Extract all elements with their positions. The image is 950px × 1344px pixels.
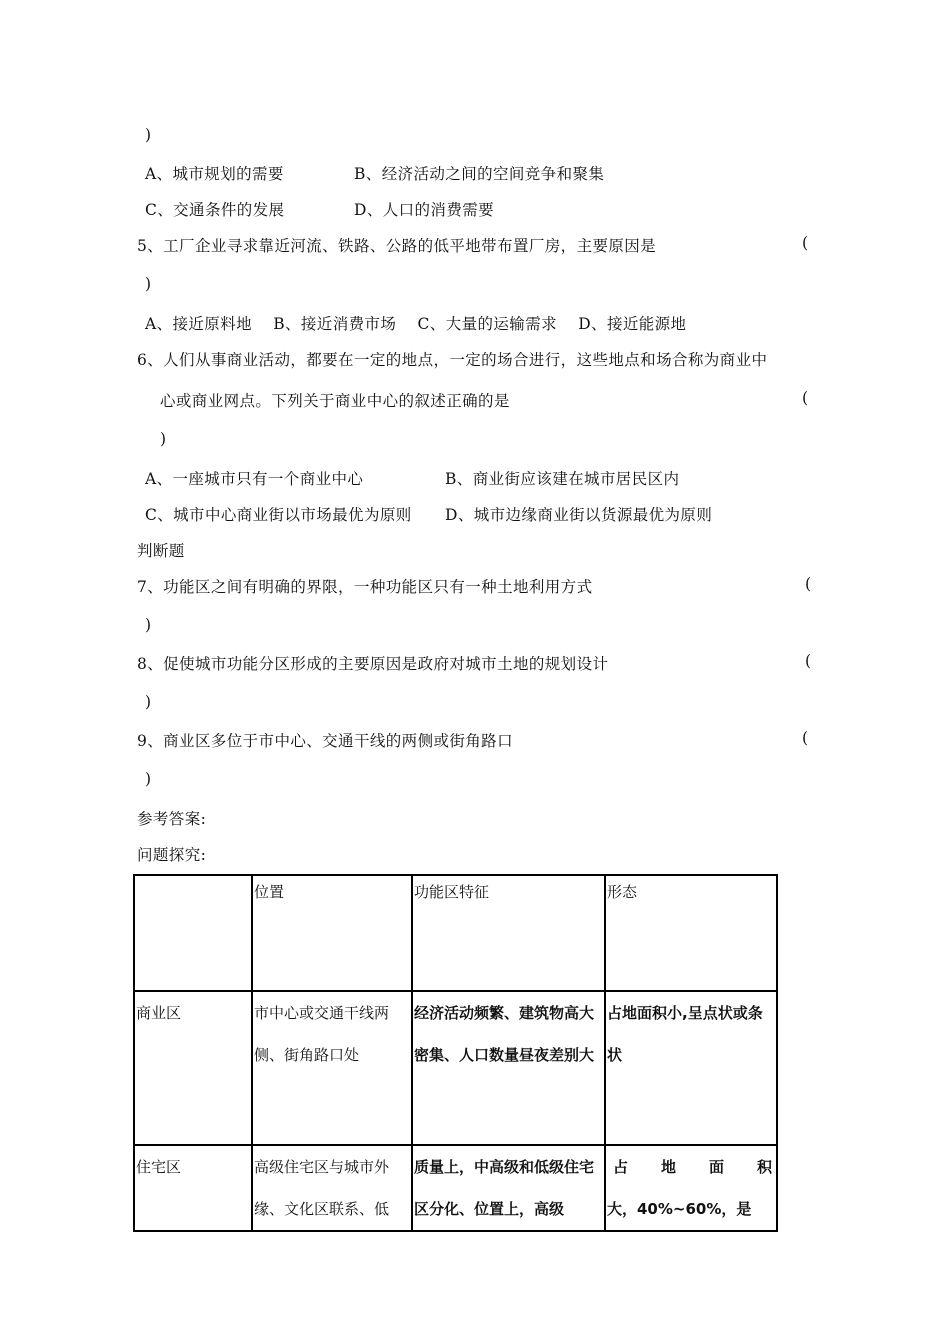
q5-options: A、接近原料地 B、接近消费市场 C、大量的运输需求 D、接近能源地: [145, 315, 687, 333]
row-location-cell: 高级住宅区与城市外缘、文化区联系、低: [252, 1145, 412, 1231]
q5-text: 5、工厂企业寻求靠近河流、铁路、公路的低平地带布置厂房，主要原因是: [137, 237, 657, 255]
q8-close-paren: ): [145, 693, 152, 711]
inquiry-heading: 问题探究:: [137, 846, 207, 864]
header-cell-location: 位置: [252, 875, 412, 991]
q9-open-paren: (: [802, 729, 809, 747]
form-char: 面: [708, 1158, 724, 1176]
q6-option-b: B、商业街应该建在城市居民区内: [445, 470, 680, 488]
q6-option-c: C、城市中心商业街以市场最优为原则: [145, 506, 412, 524]
inquiry-table: [133, 874, 778, 1232]
row-feature-cell: 经济活动频繁、建筑物高大密集、人口数量昼夜差别大: [412, 991, 605, 1145]
form-justified-line: [607, 1146, 776, 1188]
row-feature-cell: 质量上，中高级和低级住宅区分化、位置上，高级: [412, 1145, 605, 1231]
q8-open-paren: (: [805, 652, 812, 670]
answers-heading: 参考答案:: [137, 810, 207, 828]
q7-close-paren: ): [145, 616, 152, 634]
header-cell-form: 形态: [605, 875, 777, 991]
judge-heading: 判断题: [137, 542, 185, 560]
q7-text: 7、功能区之间有明确的界限，一种功能区只有一种土地利用方式: [137, 578, 593, 596]
q4-close-paren: ): [145, 126, 152, 144]
q6-option-a: A、一座城市只有一个商业中心: [145, 470, 364, 488]
header-cell-feature: 功能区特征: [412, 875, 605, 991]
q5-close-paren: ): [145, 275, 152, 293]
q6-option-d: D、城市边缘商业街以货源最优为原则: [445, 506, 713, 524]
q5-open-paren: (: [802, 234, 809, 252]
q6-close-paren: ): [160, 430, 167, 448]
q6-open-paren: (: [802, 389, 809, 407]
form-char: 地: [660, 1158, 676, 1176]
q4-option-d: D、人口的消费需要: [354, 201, 495, 219]
form-line-2: 大，40%~60%，是: [607, 1200, 752, 1218]
q9-close-paren: ): [145, 770, 152, 788]
q8-text: 8、促使城市功能分区形成的主要原因是政府对城市土地的规划设计: [137, 655, 609, 673]
q4-option-c: C、交通条件的发展: [145, 201, 285, 219]
q9-text: 9、商业区多位于市中心、交通干线的两侧或街角路口: [137, 732, 513, 750]
form-char: 积: [756, 1158, 772, 1176]
q4-option-b: B、经济活动之间的空间竞争和聚集: [354, 165, 605, 183]
table-row: [134, 991, 777, 1145]
header-cell-empty: [134, 875, 252, 991]
table-header-row: [134, 875, 777, 991]
form-char: 占: [613, 1158, 629, 1176]
row-form-cell: 占地面积小,呈点状或条状: [605, 991, 777, 1145]
table-row: [134, 1145, 777, 1231]
q6-text-line1: 6、人们从事商业活动，都要在一定的地点，一定的场合进行，这些地点和场合称为商业中: [137, 351, 768, 369]
row-location-cell: 市中心或交通干线两侧、街角路口处: [252, 991, 412, 1145]
row-name-cell: 住宅区: [134, 1145, 252, 1231]
q4-option-a: A、城市规划的需要: [145, 165, 284, 183]
row-form-cell: [605, 1145, 777, 1231]
row-name-cell: 商业区: [134, 991, 252, 1145]
q6-text-line2: 心或商业网点。下列关于商业中心的叙述正确的是: [160, 392, 510, 410]
q7-open-paren: (: [805, 575, 812, 593]
